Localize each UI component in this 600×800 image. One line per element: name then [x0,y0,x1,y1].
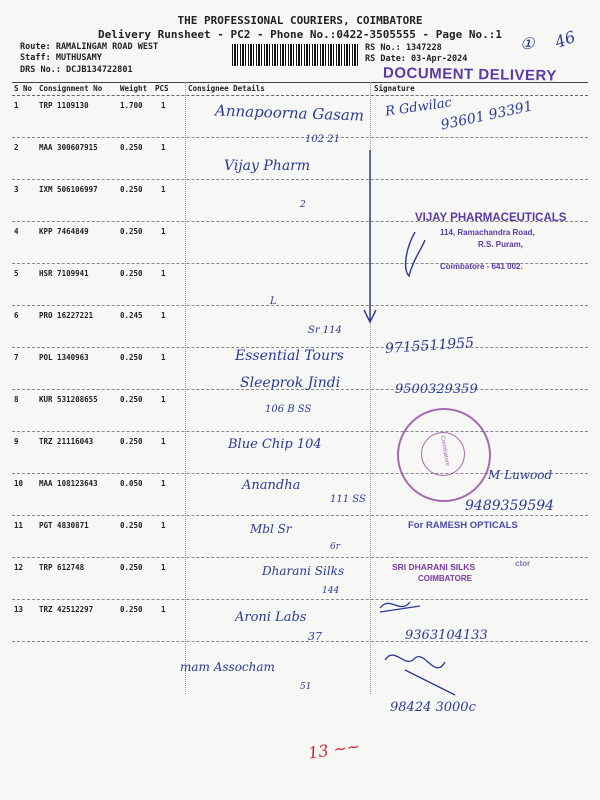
col-sno: S No [14,84,33,93]
handwriting-r7-number: 106 B SS [265,404,312,415]
row-consignment-no: MAA 108123643 [39,479,98,488]
drs-number: DRS No.: DCJB134722801 [20,65,133,75]
row-pcs: 1 [161,101,166,110]
row-weight: 0.250 [120,605,143,614]
row-sno: 8 [14,395,19,404]
handwriting-r10-details: Mbl Sr [250,522,292,536]
table-row [12,305,588,348]
handwriting-r1-signature: R Gdwilac [384,95,453,120]
row-weight: 0.250 [120,353,143,362]
row-pcs: 1 [161,227,166,236]
row-sno: 9 [14,437,19,446]
row-weight: 0.250 [120,143,143,152]
row-pcs: 1 [161,185,166,194]
row-sno: 3 [14,185,19,194]
circular-stamp [397,408,491,502]
row-weight: 0.250 [120,521,143,530]
rs-date: RS Date: 03-Apr-2024 [365,54,468,64]
row-consignment-no: TRZ 42512297 [39,605,94,614]
handwriting-r9-details: Anandha [242,478,301,493]
dharani-stamp-name: SRI DHARANI SILKS [392,562,476,572]
row-sno: 7 [14,353,19,362]
row-pcs: 1 [161,353,166,362]
signature-scribble [375,640,465,700]
signature-scribble [395,230,435,280]
row-weight: 0.250 [120,395,143,404]
row-pcs: 1 [161,437,166,446]
handwriting-r6-number: Sr 114 [308,325,342,336]
handwriting-r11-details: Dharani Silks [262,564,345,578]
handwriting-r1-number: 102 21 [305,134,340,145]
vijay-stamp-address: 114, Ramachandra Road, [440,228,535,237]
route-label: Route: RAMALINGAM ROAD WEST [20,42,159,52]
row-pcs: 1 [161,605,166,614]
col-pcs: PCS [155,84,169,93]
handwriting-r13-number: 51 [300,682,312,692]
col-signature: Signature [374,84,415,93]
handwriting-r12-number: 37 [308,630,322,643]
row-sno: 10 [14,479,24,488]
ramesh-stamp: For RAMESH OPTICALS [408,520,518,531]
dharani-stamp-city: COIMBATORE [418,574,472,583]
handwriting-r12-phone: 9363104133 [405,628,488,643]
vijay-stamp-name: VIJAY PHARMACEUTICALS [415,212,567,224]
table-header [12,82,588,96]
handwriting-r6-details: Essential Tours [235,348,344,364]
row-pcs: 1 [161,143,166,152]
document-delivery-stamp: DOCUMENT DELIVERY [382,64,557,85]
row-weight: 0.250 [120,185,143,194]
row-sno: 5 [14,269,19,278]
dharani-stamp-extra: ctor [515,559,531,568]
row-weight: 0.050 [120,479,143,488]
row-sno: 12 [14,563,24,572]
row-consignment-no: PRO 16227221 [39,311,94,320]
handwriting-r13-details: mam Assocham [180,660,275,674]
row-weight: 0.250 [120,227,143,236]
row-consignment-no: MAA 300607915 [39,143,98,152]
row-sno: 11 [14,521,24,530]
row-consignment-no: IXM 506106997 [39,185,98,194]
handwriting-r12-details: Aroni Labs [235,610,307,625]
signature-scribble [375,590,425,620]
row-pcs: 1 [161,269,166,278]
row-weight: 1.700 [120,101,143,110]
row-consignment-no: POL 1340963 [39,353,89,362]
col-consignment: Consignment No [39,84,103,93]
runsheet-subtitle: Delivery Runsheet - PC2 - Phone No.:0422-3505555 - Page No.:1 [98,28,502,41]
handwriting-r2-details: Vijay Pharm [224,158,311,174]
row-weight: 0.250 [120,269,143,278]
row-pcs: 1 [161,395,166,404]
row-consignment-no: HSR 7109941 [39,269,89,278]
vijay-stamp-address: R.S. Puram, [478,240,523,249]
company-name: THE PROFESSIONAL COURIERS, COIMBATORE [177,14,423,27]
row-weight: 0.250 [120,563,143,572]
row-consignment-no: KPP 7464849 [39,227,89,236]
red-note: 13 ~~ [306,736,362,763]
col-details: Consignee Details [188,84,265,93]
rs-number: RS No.: 1347228 [365,43,442,53]
col-weight: Weight [120,84,148,93]
row-pcs: 1 [161,563,166,572]
row-consignment-no: PGT 4830871 [39,521,89,530]
bottom-phone: 98424 3000c [390,700,476,715]
row-sno: 1 [14,101,19,110]
row-weight: 0.250 [120,437,143,446]
row-sno: 13 [14,605,24,614]
arrow-mark [360,150,380,330]
handwriting-r7-details: Sleeprok Jindi [240,375,341,391]
row-consignment-no: TRP 1109130 [39,101,89,110]
page-mark: ① [520,34,535,53]
handwriting-r1-details: Annapoorna Gasam [214,101,365,125]
row-consignment-no: TRZ 21116043 [39,437,94,446]
handwriting-r9-signature: M Luwood [488,468,553,482]
row-consignment-no: TRP 612748 [39,563,85,572]
handwriting-r1-phone: 93601 93391 [439,98,535,134]
handwriting-r7-phone: 9500329359 [395,382,478,397]
row-pcs: 1 [161,311,166,320]
handwriting-r9-number: 111 SS [330,494,366,505]
row-pcs: 1 [161,479,166,488]
handwriting-r6-phone: 9715511955 [384,334,475,358]
handwriting-mark: L [270,296,277,307]
handwriting-mark: 2 [300,200,306,210]
handwriting-r11-number: 144 [322,586,340,596]
staff-label: Staff: MUTHUSAMY [20,53,102,63]
row-consignment-no: KUR 531208655 [39,395,98,404]
handwriting-r9-phone: 9489359594 [465,498,555,514]
row-weight: 0.245 [120,311,143,320]
vijay-stamp-address: Coimbatore - 641 002. [440,262,523,271]
circular-stamp-text: Coimbatore [438,435,451,467]
barcode [232,44,358,66]
row-sno: 4 [14,227,19,236]
row-sno: 6 [14,311,19,320]
corner-note: 46 [552,27,578,52]
row-pcs: 1 [161,521,166,530]
handwriting-r10-number: 6r [330,542,341,552]
handwriting-r8-details: Blue Chip 104 [228,437,322,452]
row-sno: 2 [14,143,19,152]
